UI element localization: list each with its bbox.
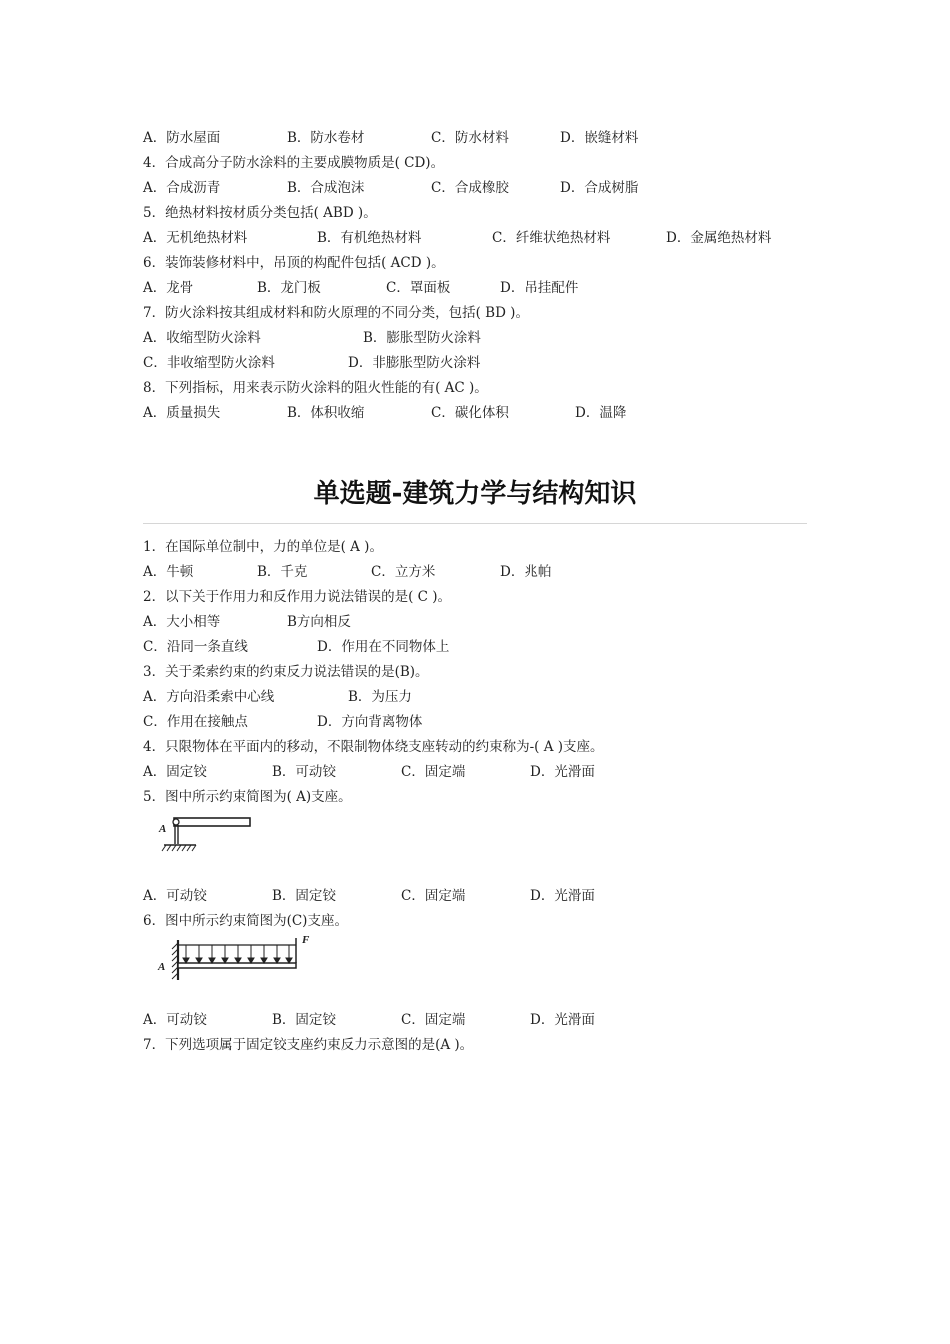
question-6-text: 6．图中所示约束简图为(C)支座。 bbox=[143, 913, 348, 929]
option-c: C．沿同一条直线 bbox=[143, 639, 248, 655]
option-d: D．嵌缝材料 bbox=[560, 130, 639, 146]
option-b: B．为压力 bbox=[348, 689, 412, 705]
option-a: A．无机绝热材料 bbox=[143, 230, 248, 246]
option-b: B．膨胀型防火涂料 bbox=[363, 330, 481, 346]
question-1-text: 1．在国际单位制中，力的单位是( A )。 bbox=[143, 539, 383, 555]
option-a: A．合成沥青 bbox=[143, 180, 221, 196]
beam bbox=[174, 818, 250, 826]
fixed-end-diagram bbox=[156, 930, 316, 986]
title-divider bbox=[143, 523, 807, 524]
option-d: D．温降 bbox=[575, 405, 627, 421]
question-6-text: 6．装饰装修材料中，吊顶的构配件包括( ACD )。 bbox=[143, 255, 445, 271]
option-c: C．非收缩型防火涂料 bbox=[143, 355, 275, 371]
option-b: B．可动铰 bbox=[272, 764, 336, 780]
option-c: C．固定端 bbox=[401, 888, 466, 904]
question-4-text: 4．只限物体在平面内的移动，不限制物体绕支座转动的约束称为-( A )支座。 bbox=[143, 739, 604, 755]
question-7-text: 7．防火涂料按其组成材料和防火原理的不同分类，包括( BD )。 bbox=[143, 305, 529, 321]
option-a: A．质量损失 bbox=[143, 405, 221, 421]
question-2-text: 2．以下关于作用力和反作用力说法错误的是( C )。 bbox=[143, 589, 452, 605]
cantilever-beam bbox=[178, 963, 296, 968]
option-c: C．固定端 bbox=[401, 1012, 466, 1028]
option-c: C．碳化体积 bbox=[431, 405, 509, 421]
hinge bbox=[173, 819, 179, 825]
section-title: 单选题-建筑力学与结构知识 bbox=[313, 479, 637, 509]
option-d: D．光滑面 bbox=[530, 1012, 595, 1028]
option-c: C．固定端 bbox=[401, 764, 466, 780]
option-d: D．兆帕 bbox=[500, 564, 552, 580]
option-b: B．千克 bbox=[257, 564, 308, 580]
option-a: A．固定铰 bbox=[143, 764, 207, 780]
option-a: A．龙骨 bbox=[143, 280, 194, 296]
option-d: D．光滑面 bbox=[530, 888, 595, 904]
option-b: B．合成泡沫 bbox=[287, 180, 365, 196]
option-c: C．纤维状绝热材料 bbox=[492, 230, 611, 246]
option-d: D．光滑面 bbox=[530, 764, 595, 780]
pinned-support-diagram bbox=[156, 812, 256, 860]
option-c: C．罩面板 bbox=[386, 280, 451, 296]
option-a: A．可动铰 bbox=[143, 1012, 207, 1028]
support-label: A bbox=[159, 823, 167, 835]
question-3-text: 3．关于柔索约束的约束反力说法错误的是(B)。 bbox=[143, 664, 429, 680]
question-7-text: 7．下列选项属于固定铰支座约束反力示意图的是(A )。 bbox=[143, 1037, 474, 1053]
option-a: A．收缩型防火涂料 bbox=[143, 330, 261, 346]
option-d: D．作用在不同物体上 bbox=[317, 639, 450, 655]
option-b: B．有机绝热材料 bbox=[317, 230, 422, 246]
option-c: C．防水材料 bbox=[431, 130, 509, 146]
question-8-text: 8．下列指标，用来表示防火涂料的阻火性能的有( AC )。 bbox=[143, 380, 488, 396]
option-a: A．可动铰 bbox=[143, 888, 207, 904]
option-a: A．牛顿 bbox=[143, 564, 194, 580]
question-4-text: 4．合成高分子防水涂料的主要成膜物质是( CD)。 bbox=[143, 155, 445, 171]
option-b: B．体积收缩 bbox=[287, 405, 365, 421]
option-d: D．方向背离物体 bbox=[317, 714, 423, 730]
distributed-load-arrows bbox=[183, 945, 292, 963]
option-d: D．吊挂配件 bbox=[500, 280, 579, 296]
option-c: C．合成橡胶 bbox=[431, 180, 509, 196]
option-d: D．非膨胀型防火涂料 bbox=[348, 355, 481, 371]
option-d: D．金属绝热材料 bbox=[666, 230, 772, 246]
question-5-text: 5．图中所示约束简图为( A)支座。 bbox=[143, 789, 352, 805]
option-c: C．立方米 bbox=[371, 564, 436, 580]
option-c: C．作用在接触点 bbox=[143, 714, 248, 730]
option-a: A．防水屋面 bbox=[143, 130, 221, 146]
force-label: F bbox=[302, 934, 310, 946]
question-5-text: 5．绝热材料按材质分类包括( ABD )。 bbox=[143, 205, 377, 221]
option-b: B．龙门板 bbox=[257, 280, 321, 296]
option-d: D．合成树脂 bbox=[560, 180, 639, 196]
option-b: B．固定铰 bbox=[272, 1012, 336, 1028]
option-a: A．大小相等 bbox=[143, 614, 221, 630]
option-b: B．固定铰 bbox=[272, 888, 336, 904]
option-b: B方向相反 bbox=[287, 614, 351, 630]
support-label: A bbox=[158, 961, 166, 973]
ground-hatch bbox=[162, 845, 196, 851]
option-a: A．方向沿柔索中心线 bbox=[143, 689, 275, 705]
option-b: B．防水卷材 bbox=[287, 130, 365, 146]
